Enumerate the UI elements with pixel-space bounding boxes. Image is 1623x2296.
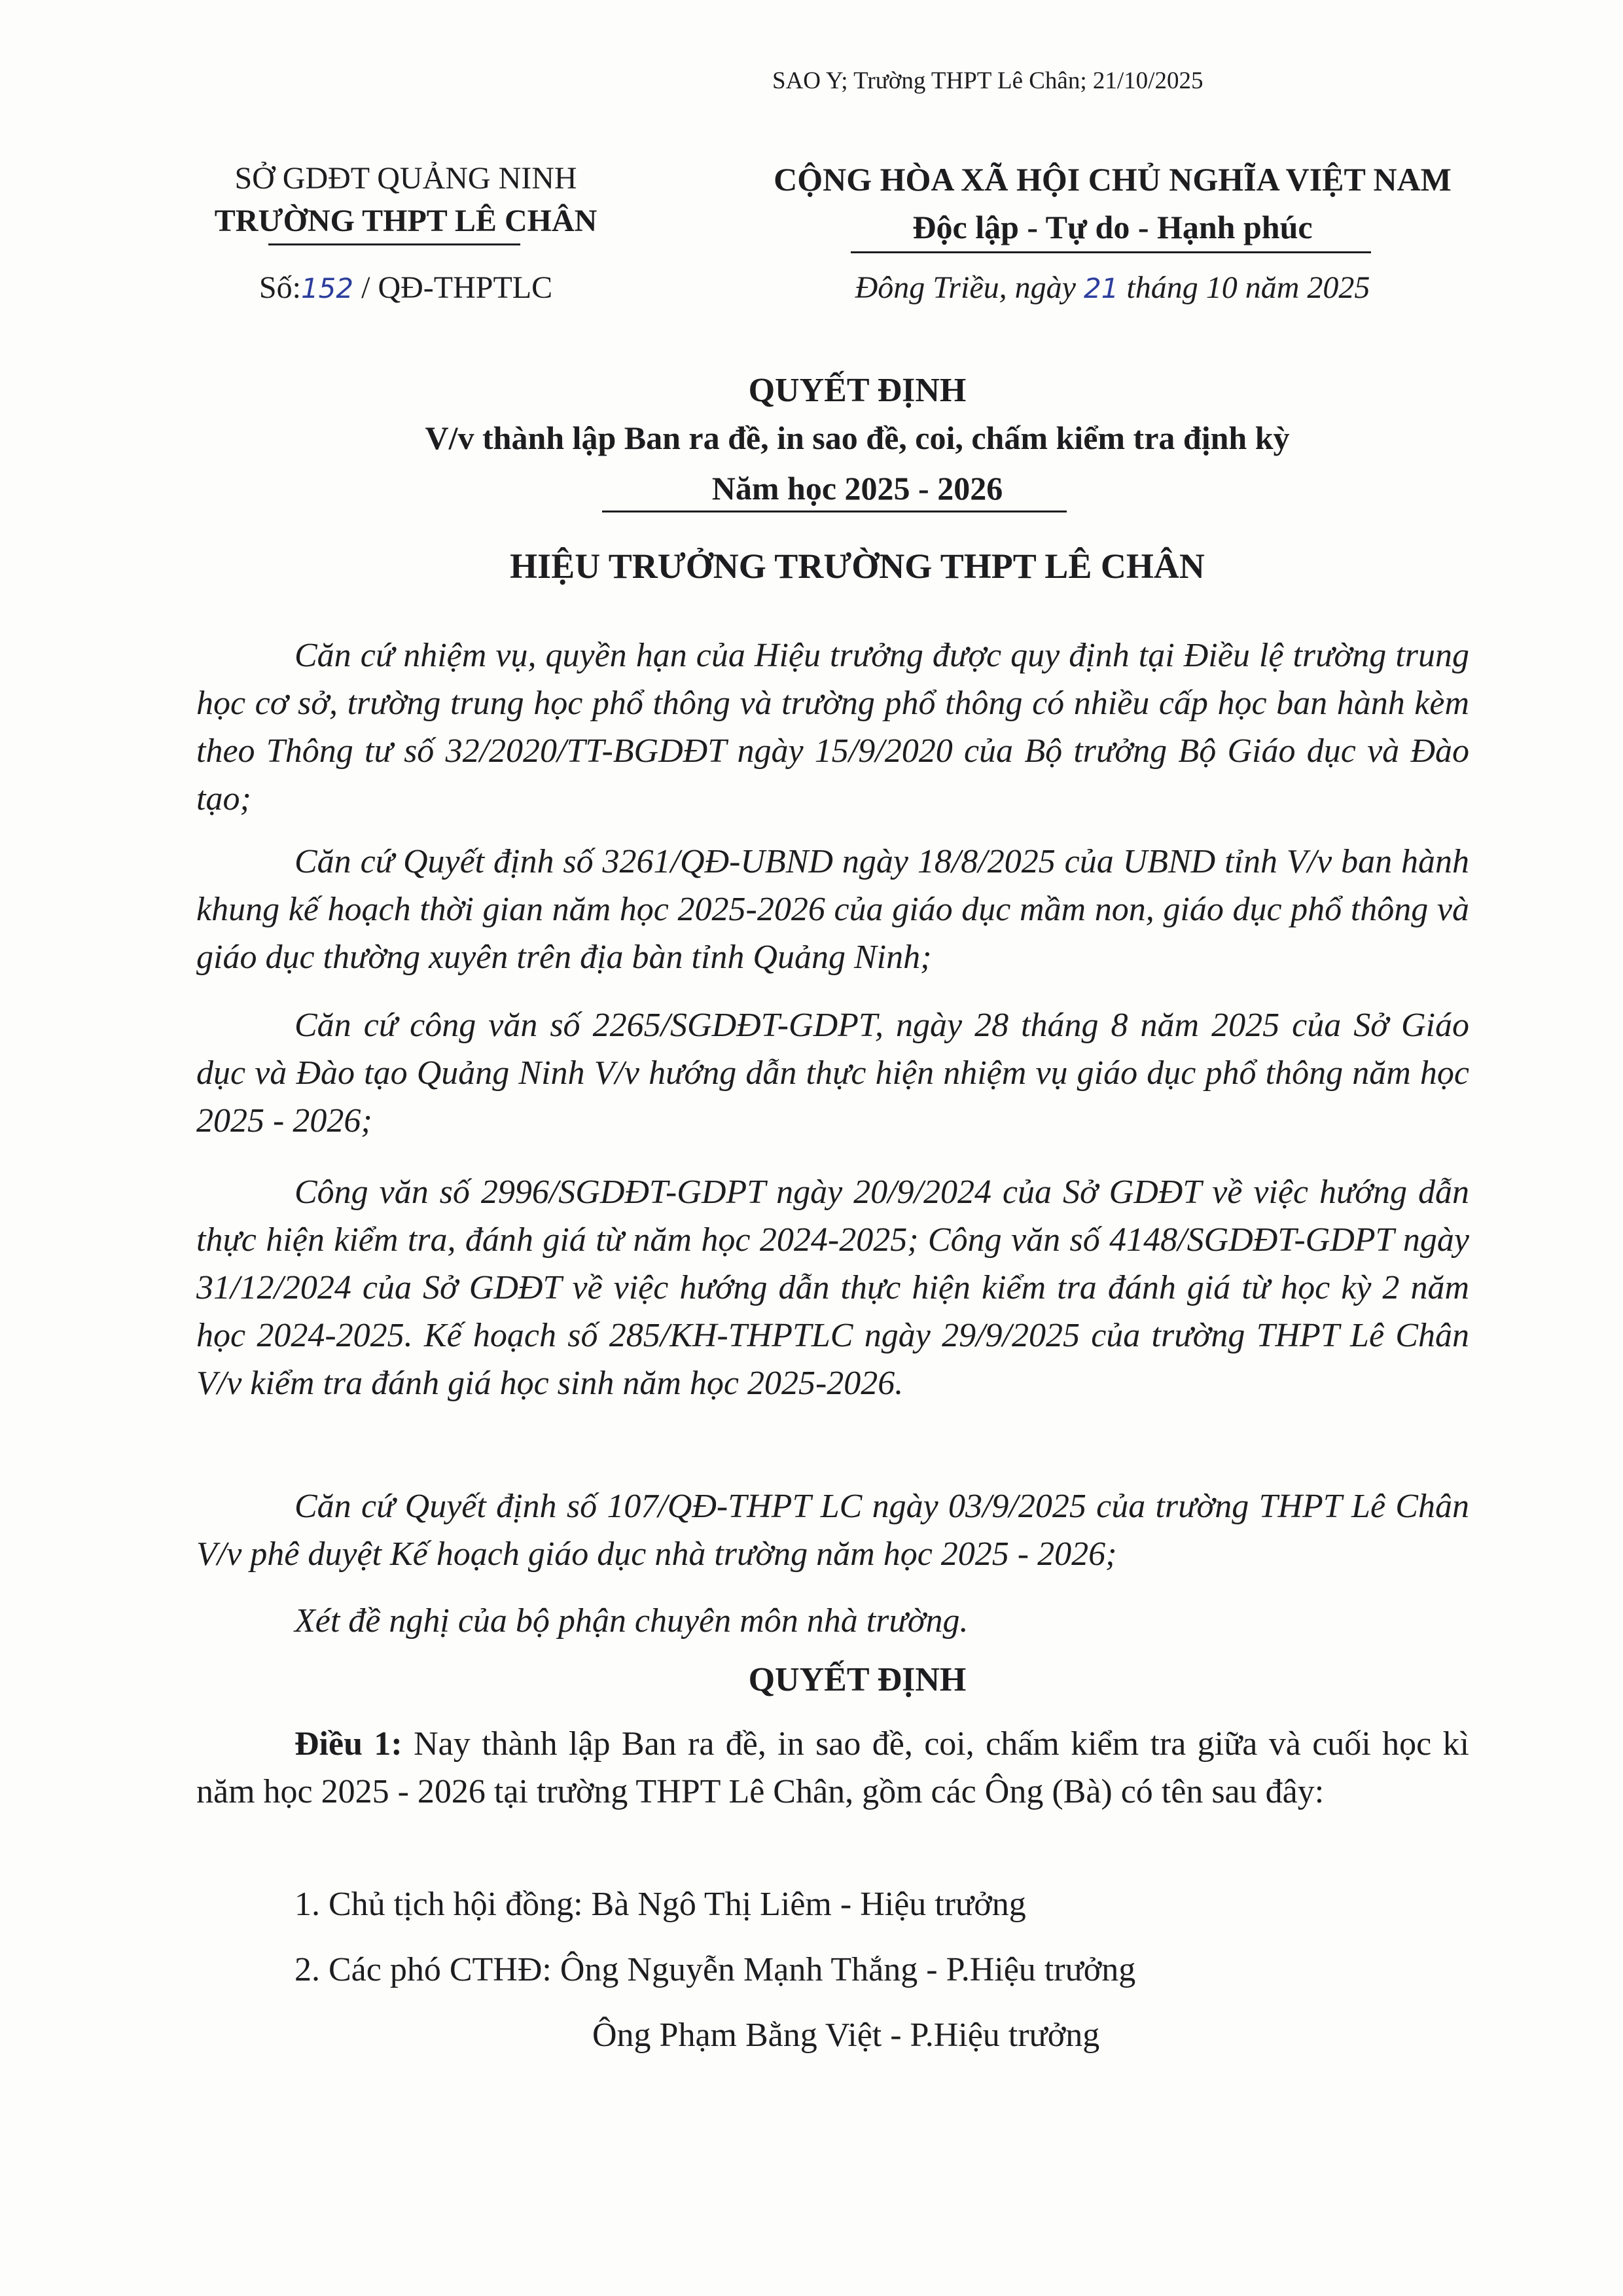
motto-underline (851, 251, 1371, 253)
document-number-suffix: / QĐ-THPTLC (353, 270, 553, 305)
document-number-handwritten: 152 (300, 272, 354, 304)
place-and-date (687, 270, 1538, 306)
ground-paragraph: Căn cứ Quyết định số 3261/QĐ-UBND ngày 18/8/2025 của UBND tỉnh V/v ban hành khung kế hoạch thời gian năm học 2025-2026 của giáo dục mầm non, giáo dục phổ thông và giáo dục thường xuyên trên địa bàn tỉnh Quảng Ninh; (196, 843, 1469, 976)
ground-paragraph: Căn cứ nhiệm vụ, quyền hạn của Hiệu trưởng được quy định tại Điều lệ trường trung học cơ sở, trường trung học phổ thông và trường phổ thông có nhiều cấp học ban hành kèm theo Thông tư số 32/2020/TT-BGDĐT ngày 15/9/2020 của Bộ trưởng Bộ Giáo dục và Đào tạo; (196, 637, 1469, 817)
date-day-handwritten: 21 (1083, 272, 1119, 304)
ground-paragraph: Căn cứ Quyết định số 107/QĐ-THPT LC ngày 03/9/2025 của trường THPT Lê Chân V/v phê duyệt Kế hoạch giáo dục nhà trường năm học 2025 - 2026; (196, 1488, 1469, 1573)
decision-heading: QUYẾT ĐỊNH (748, 1661, 967, 1698)
document-number-prefix: Số: (259, 270, 301, 305)
issuing-department: SỞ GDĐT QUẢNG NINH (234, 161, 577, 196)
article-1 (196, 1720, 1469, 1816)
document-subject: V/v thành lập Ban ra đề, in sao đề, coi, chấm kiểm tra định kỳ (425, 420, 1290, 456)
date-prefix: Đông Triều, ngày (855, 270, 1084, 305)
issuing-school: TRƯỜNG THPT LÊ CHÂN (214, 204, 597, 238)
ground-paragraph: Căn cứ công văn số 2265/SGDĐT-GDPT, ngày 28 tháng 8 năm 2025 của Sở Giáo dục và Đào tạo Quảng Ninh V/v hướng dẫn thực hiện nhiệm vụ giáo dục phổ thông năm học 2025 - 2026; (196, 1007, 1469, 1139)
article-1-label: Điều 1: (294, 1725, 402, 1763)
date-suffix: tháng 10 năm 2025 (1118, 270, 1370, 305)
copy-certification-note: SAO Y; Trường THPT Lê Chân; 21/10/2025 (772, 67, 1204, 94)
article-1-text: Nay thành lập Ban ra đề, in sao đề, coi, chấm kiểm tra giữa và cuối học kì năm học 2025 - 2026 tại trường THPT Lê Chân, gồm các Ông (Bà) có tên sau đây: (196, 1725, 1469, 1810)
ground-paragraph: Xét đề nghị của bộ phận chuyên môn nhà trường. (294, 1602, 969, 1640)
school-underline (268, 243, 520, 245)
member-chair: 1. Chủ tịch hội đồng: Bà Ngô Thị Liêm - Hiệu trưởng (294, 1886, 1026, 1923)
issuing-authority: HIỆU TRƯỞNG TRƯỜNG THPT LÊ CHÂN (510, 547, 1205, 586)
document-number (157, 270, 654, 306)
member-vice-chair: Ông Phạm Bằng Việt - P.Hiệu trưởng (592, 2017, 1100, 2054)
national-motto: Độc lập - Tự do - Hạnh phúc (912, 209, 1313, 245)
member-vice-chair: 2. Các phó CTHĐ: Ông Nguyễn Mạnh Thắng - P.Hiệu trưởng (294, 1951, 1136, 1988)
document-title: QUYẾT ĐỊNH (748, 372, 967, 409)
ground-paragraph: Công văn số 2996/SGDĐT-GDPT ngày 20/9/2024 của Sở GDĐT về việc hướng dẫn thực hiện kiểm tra, đánh giá từ năm học 2024-2025; Công văn số 4148/SGDĐT-GDPT ngày 31/12/2024 của Sở GDĐT về việc hướng dẫn thực hiện kiểm tra đánh giá từ học kỳ 2 năm học 2024-2025. Kế hoạch số 285/KH-THPTLC ngày 29/9/2025 của trường THPT Lê Chân V/v kiểm tra đánh giá học sinh năm học 2025-2026. (196, 1174, 1469, 1402)
school-year: Năm học 2025 - 2026 (711, 470, 1003, 507)
national-title: CỘNG HÒA XÃ HỘI CHỦ NGHĨA VIỆT NAM (774, 161, 1452, 198)
title-underline (602, 511, 1067, 512)
